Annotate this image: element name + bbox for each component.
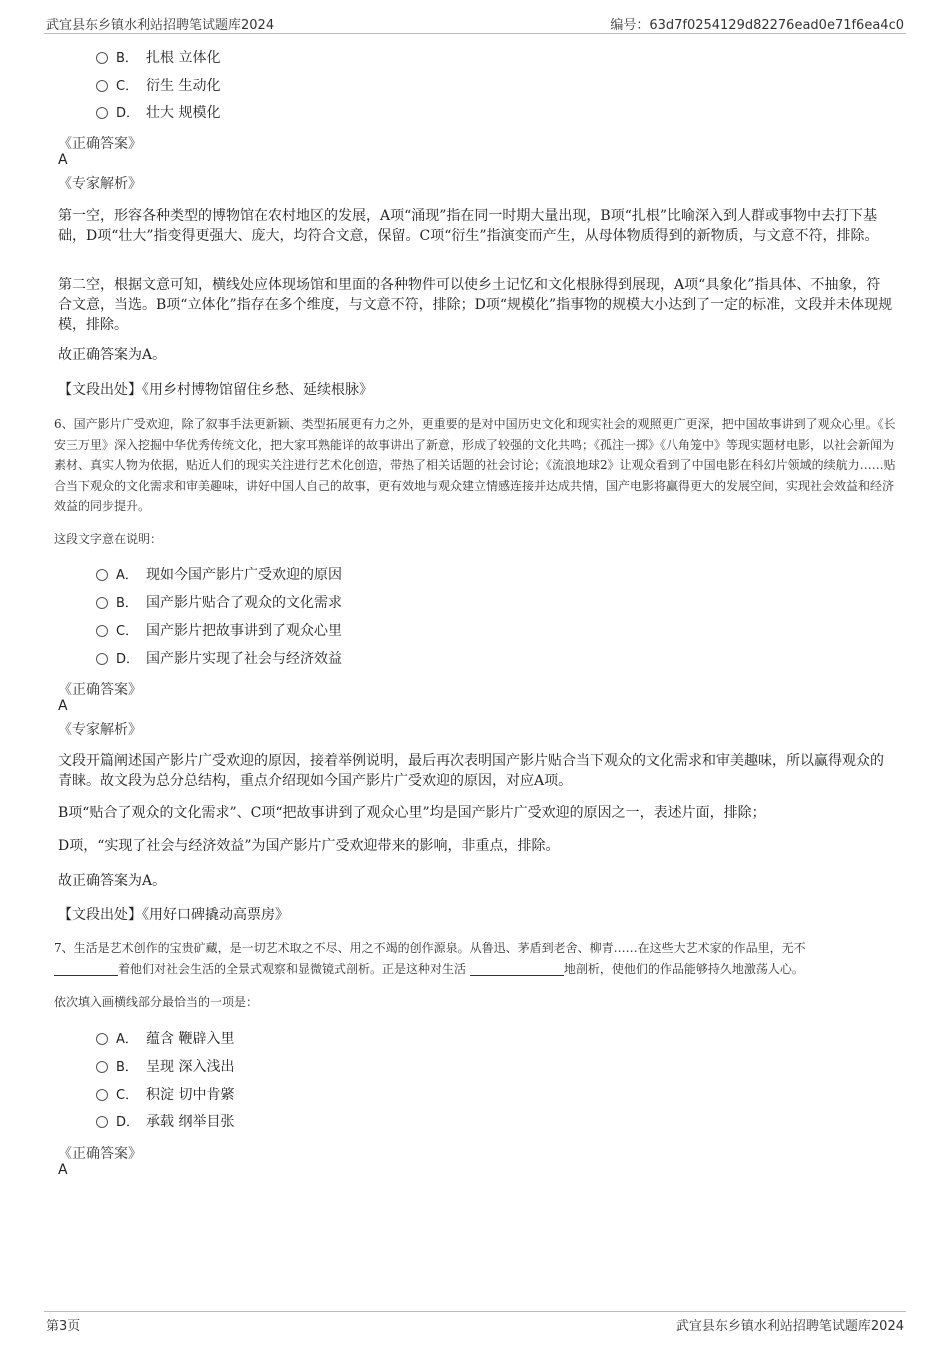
q5-answer-label: 《正确答案》	[58, 136, 142, 152]
q6-answer: A	[58, 698, 68, 714]
q6-option-a[interactable]: A． 现如今国产影片广受欢迎的原因	[96, 566, 342, 585]
radio-icon[interactable]	[96, 597, 108, 609]
radio-icon[interactable]	[96, 1033, 108, 1045]
radio-icon[interactable]	[96, 52, 108, 64]
page-footer	[44, 1311, 906, 1334]
radio-icon[interactable]	[96, 1089, 108, 1101]
q6-prompt: 这段文字意在说明：	[54, 532, 163, 546]
q7-option-d[interactable]: D． 承载 纲举目张	[96, 1113, 234, 1132]
q6-option-b[interactable]: B． 国产影片贴合了观众的文化需求	[96, 594, 342, 613]
radio-icon[interactable]	[96, 653, 108, 665]
q6-option-c[interactable]: C． 国产影片把故事讲到了观众心里	[96, 622, 342, 641]
radio-icon[interactable]	[96, 80, 108, 92]
q5-answer: A	[58, 152, 68, 168]
q7-option-a[interactable]: A． 蕴含 鞭辟入里	[96, 1030, 234, 1049]
q5-analysis-p2: 第二空，根据文意可知，横线处应体现场馆和里面的各种物件可以使乡土记忆和文化根脉得到展现，A项“具象化”指具体、不抽象，符合文意，当选。B项“立体化”指存在多个维度，与文意不符，排除；D项“规模化”指事物的规模大小达到了一定的标准，文段并未体现规模，排除。	[58, 277, 893, 333]
q7-option-c[interactable]: C． 积淀 切中肯綮	[96, 1086, 234, 1105]
footer-title: 武宜县东乡镇水利站招聘笔试题库2024	[675, 1319, 904, 1334]
page-number: 第3页	[46, 1319, 81, 1334]
q6-analysis-label: 《专家解析》	[58, 722, 142, 738]
header-title: 武宜县东乡镇水利站招聘笔试题库2024	[46, 18, 275, 33]
q6-option-d[interactable]: D． 国产影片实现了社会与经济效益	[96, 650, 342, 669]
q6-analysis-p4: 故正确答案为A。	[58, 873, 167, 889]
q5-analysis-p3: 故正确答案为A。	[58, 347, 167, 363]
radio-icon[interactable]	[96, 569, 108, 581]
q7-answer-label: 《正确答案》	[58, 1146, 142, 1162]
q5-analysis-label: 《专家解析》	[58, 176, 142, 192]
q6-analysis-p2: B项“贴合了观众的文化需求”、C项“把故事讲到了观众心里”均是国产影片广受欢迎的原因之一，表述片面，排除；	[58, 805, 766, 821]
q5-analysis-p1: 第一空，形容各种类型的博物馆在农村地区的发展，A项“涌现”指在同一时期大量出现，B项“扎根”比喻深入到人群或事物中去打下基础，D项“壮大”指变得更强大、庞大，均符合文意，保留。C项“衍生”指演变而产生，从母体物质得到的新物质，与文意不符，排除。	[58, 208, 879, 244]
q6-answer-label: 《正确答案》	[58, 682, 142, 698]
q7-option-b[interactable]: B． 呈现 深入浅出	[96, 1058, 234, 1077]
q6-analysis-p1: 文段开篇阐述国产影片广受欢迎的原因，接着举例说明，最后再次表明国产影片贴合当下观众的文化需求和审美趣味，所以赢得观众的青睐。故文段为总分总结构，重点介绍现如今国产影片广受欢迎的原因，对应A项。	[58, 753, 884, 789]
q6-question-text: 6、国产影片广受欢迎，除了叙事手法更新颖、类型拓展更有力之外，更重要的是对中国历史文化和现实社会的观照更广更深，把中国故事讲到了观众心里。《长安三万里》深入挖掘中华优秀传统文化，把大家耳熟能详的故事讲出了新意，形成了较强的文化共鸣；《孤注一掷》《八角笼中》等现实题材电影，以社会新闻为素材、真实人物为依据，贴近人们的现实关注进行艺术化创造，带热了相关话题的社会讨论；《流浪地球2》让观众看到了中国电影在科幻片领域的续航力……贴合当下观众的文化需求和审美趣味，讲好中国人自己的故事，更有效地与观众建立情感连接并达成共情，国产电影将赢得更大的发展空间，实现社会效益和经济效益的同步提升。	[54, 417, 896, 513]
q7-blank-1[interactable]	[54, 962, 118, 976]
q7-question-text: 7、生活是艺术创作的宝贵矿藏，是一切艺术取之不尽、用之不竭的创作源泉。从鲁迅、茅盾到老舍、柳青……在这些大艺术家的作品里，无不 着他们对社会生活的全景式观察和显微镜式剖析。正是这种对生活 地剖析，使他们的作品能够持久地激荡人心。	[54, 941, 806, 976]
q7-answer: A	[58, 1162, 68, 1178]
radio-icon[interactable]	[96, 1061, 108, 1073]
q6-analysis-p3: D项，“实现了社会与经济效益”为国产影片广受欢迎带来的影响，非重点，排除。	[58, 838, 560, 854]
header-doc-id: 编号：63d7f0254129d82276ead0e71f6ea4c0	[610, 18, 904, 33]
page-header	[44, 12, 906, 34]
radio-icon[interactable]	[96, 625, 108, 637]
q6-source: 【文段出处】《用好口碑撬动高票房》	[58, 907, 289, 923]
q5-option-b[interactable]: B． 扎根 立体化	[96, 49, 220, 68]
q7-prompt: 依次填入画横线部分最恰当的一项是：	[54, 995, 259, 1009]
q5-source: 【文段出处】《用乡村博物馆留住乡愁、延续根脉》	[58, 382, 373, 398]
q5-option-d[interactable]: D． 壮大 规模化	[96, 104, 220, 123]
radio-icon[interactable]	[96, 107, 108, 119]
radio-icon[interactable]	[96, 1116, 108, 1128]
q7-blank-2[interactable]	[470, 962, 564, 976]
q5-option-c[interactable]: C． 衍生 生动化	[96, 77, 220, 96]
